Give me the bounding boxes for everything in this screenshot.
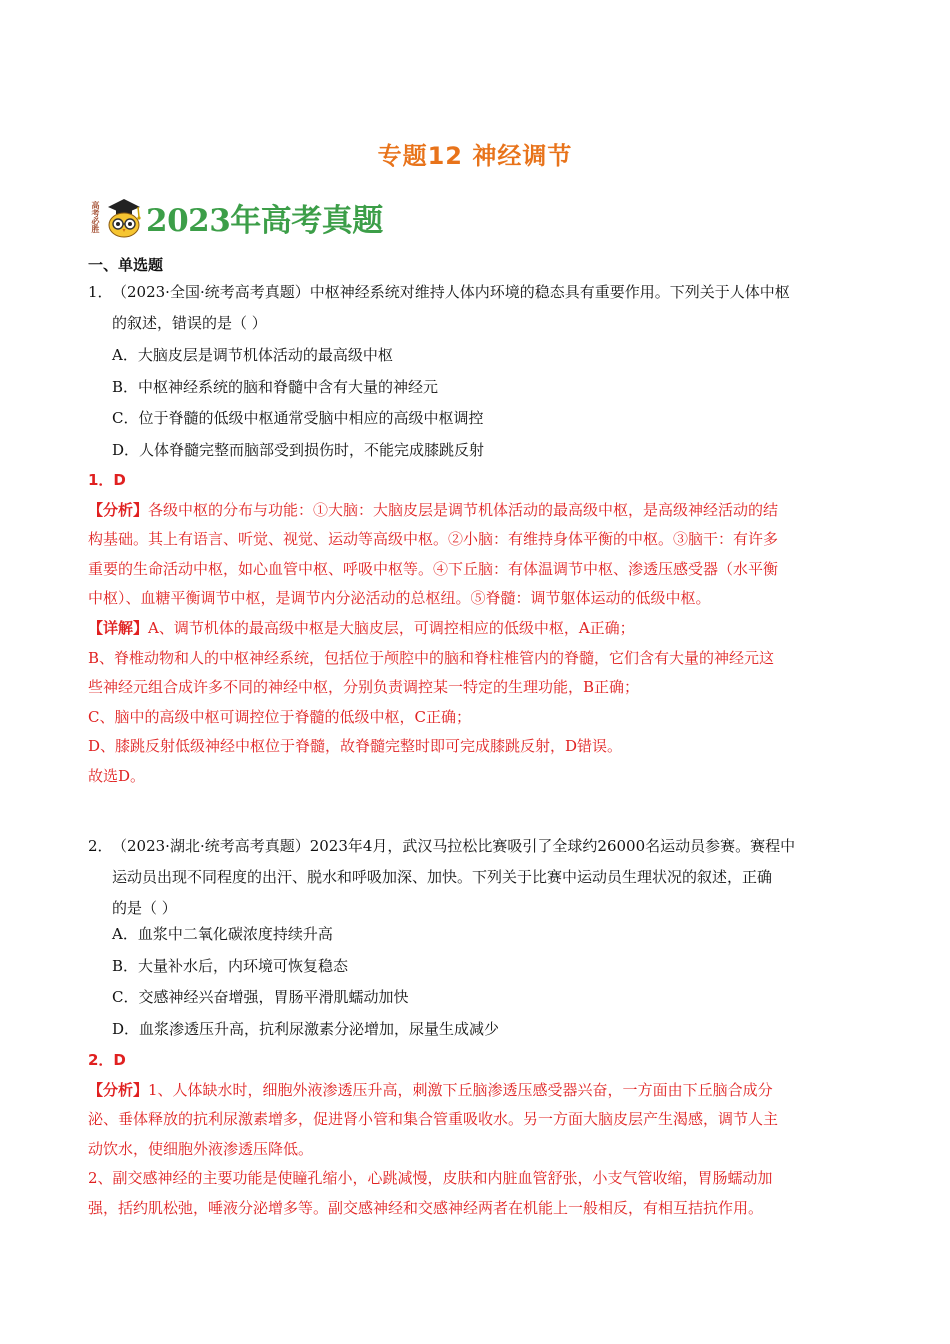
analysis-line: 1、人体缺水时，细胞外液渗透压升高，刺激下丘脑渗透压感受器兴奋，一方面由下丘脑合成分 (148, 1080, 773, 1099)
analysis-line: 重要的生命活动中枢，如心血管中枢、呼吸中枢等。④下丘脑：有体温调节中枢、渗透压感受器（水平衡 (88, 559, 779, 578)
detail-tag: 【详解】 (88, 618, 149, 637)
question-stem: （2023·全国·统考高考真题）中枢神经系统对维持人体内环境的稳态具有重要作用。下列关于人体中枢 (112, 283, 790, 301)
question-number: 1． (88, 283, 113, 301)
question-1-options (88, 340, 863, 466)
banner-side-text: 高考必胜 (91, 201, 101, 233)
option-a: A．大脑皮层是调节机体活动的最高级中枢 (112, 346, 393, 364)
option-b: B．中枢神经系统的脑和脊髓中含有大量的神经元 (112, 377, 439, 396)
option-c: C．交感神经兴奋增强，胃肠平滑肌蠕动加快 (112, 988, 409, 1006)
banner-heading: 2023年高考真题 (146, 202, 383, 239)
answer-1-block (88, 466, 863, 792)
analysis-line: 构基础。其上有语言、听觉、视觉、运动等高级中枢。②小脑：有维持身体平衡的中枢。③脑干：有许多 (88, 530, 779, 549)
detail-line: A、调节机体的最高级中枢是大脑皮层，可调控相应的低级中枢，A正确； (148, 618, 635, 637)
answer-2-block (88, 1046, 863, 1224)
detail-line: B、脊椎动物和人的中枢神经系统，包括位于颅腔中的脑和脊柱椎管内的脊髓，它们含有大量的神经元这 (88, 648, 775, 667)
analysis-line: 动饮水，使细胞外液渗透压降低。 (88, 1139, 314, 1158)
detail-line: C、脑中的高级中枢可调控位于脊髓的低级中枢，C正确； (88, 707, 471, 726)
section-heading: 一、单选题 (88, 256, 164, 274)
question-2-options (88, 919, 863, 1045)
analysis-line: 强，括约肌松弛，唾液分泌增多等。副交感神经和交感神经两者在机能上一般相反，有相互拮抗作用。 (88, 1198, 764, 1217)
detail-conclusion: 故选D。 (88, 766, 146, 785)
answer-key: 1．D (88, 471, 126, 489)
analysis-line: 各级中枢的分布与功能：①大脑：大脑皮层是调节机体活动的最高级中枢，是高级神经活动的结 (148, 500, 779, 519)
owl-mascot-icon (104, 195, 144, 239)
question-stem-cont: 的叙述，错误的是（ ） (112, 314, 267, 332)
year-banner (86, 192, 383, 242)
analysis-line: 泌、垂体释放的抗利尿激素增多，促进肾小管和集合管重吸收水。另一方面大脑皮层产生渴感，调节人主 (88, 1110, 779, 1129)
question-stem-cont: 运动员出现不同程度的出汗、脱水和呼吸加深、加快。下列关于比赛中运动员生理状况的叙述，正确 (112, 868, 773, 886)
option-c: C．位于脊髓的低级中枢通常受脑中相应的高级中枢调控 (112, 409, 484, 427)
question-2 (88, 831, 863, 924)
question-stem: （2023·湖北·统考高考真题）2023年4月，武汉马拉松比赛吸引了全球约26000名运动员参赛。赛程中 (112, 837, 796, 855)
question-stem-cont: 的是（ ） (112, 899, 177, 917)
option-b: B．大量补水后，内环境可恢复稳态 (112, 956, 349, 975)
option-d: D．人体脊髓完整而脑部受到损伤时，不能完成膝跳反射 (112, 440, 485, 459)
analysis-line: 中枢）、血糖平衡调节中枢，是调节内分泌活动的总枢纽。⑤脊髓：调节躯体运动的低级中枢。 (88, 589, 711, 608)
question-number: 2． (88, 837, 113, 855)
analysis-line: 2、副交感神经的主要功能是使瞳孔缩小，心跳减慢，皮肤和内脏血管舒张，小支气管收缩，胃肠蠕动加 (88, 1169, 773, 1188)
detail-line: 些神经元组合成许多不同的神经中枢，分别负责调控某一特定的生理功能，B正确； (88, 678, 640, 697)
option-d: D．血浆渗透压升高，抗利尿激素分泌增加，尿量生成减少 (112, 1019, 500, 1038)
analysis-tag: 【分析】 (88, 500, 149, 519)
answer-key: 2．D (88, 1051, 126, 1069)
option-a: A．血浆中二氧化碳浓度持续升高 (112, 925, 333, 943)
detail-line: D、膝跳反射低级神经中枢位于脊髓，故脊髓完整时即可完成膝跳反射，D错误。 (88, 737, 623, 756)
analysis-tag: 【分析】 (88, 1080, 149, 1099)
question-1 (88, 277, 863, 339)
document-title: 专题12 神经调节 (377, 142, 573, 170)
